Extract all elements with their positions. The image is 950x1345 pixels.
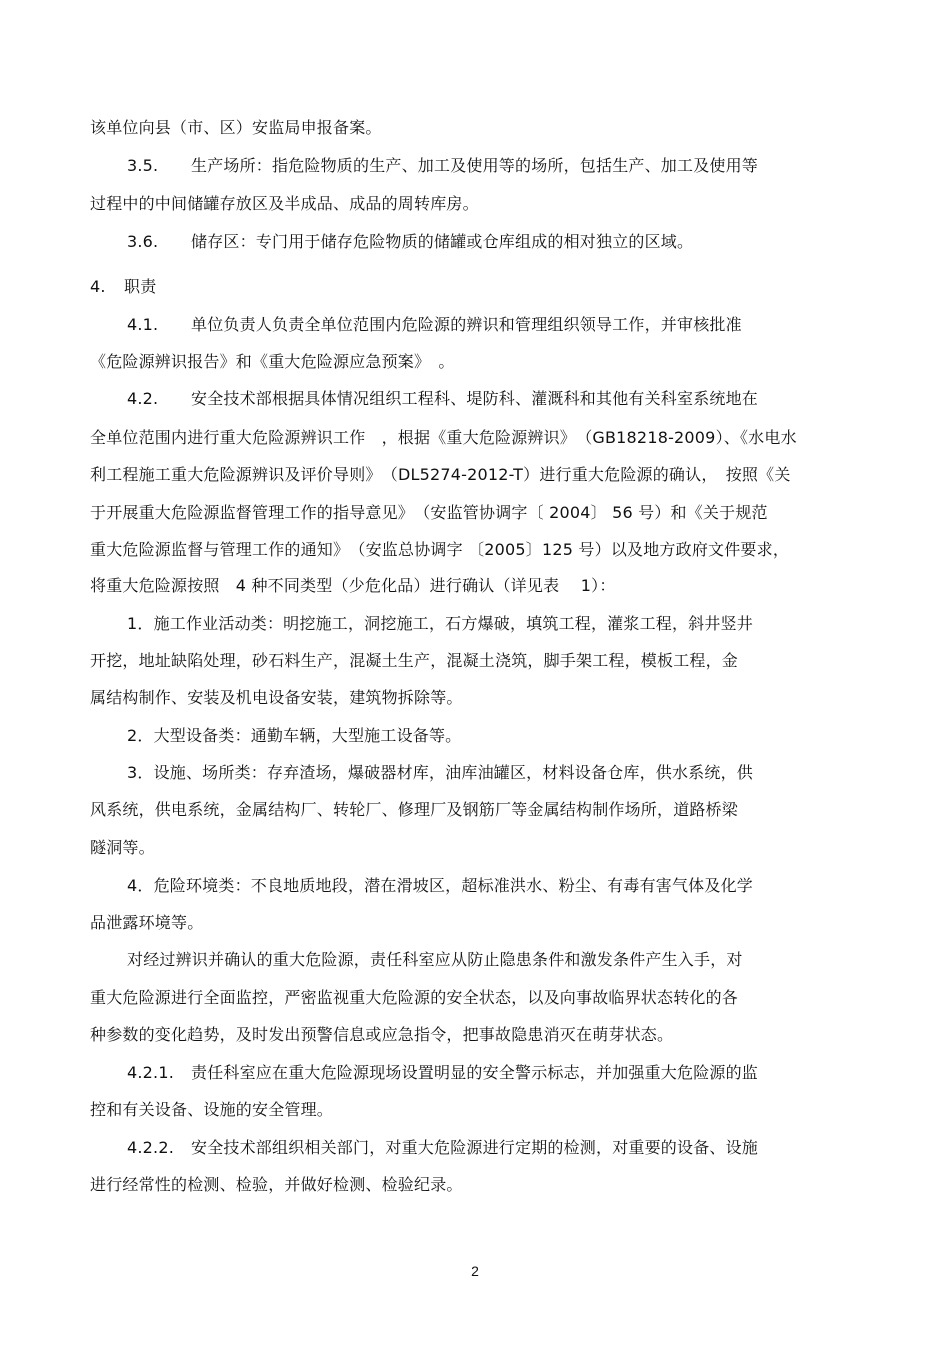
text-line: 隧洞等。 — [90, 838, 155, 857]
section-number: 4.2.2. — [127, 1138, 174, 1157]
section-4-2 — [127, 389, 758, 409]
paragraph-monitoring: 对经过辨识并确认的重大危险源，责任科室应从防止隐患条件和激发条件产生入手，对 — [127, 950, 743, 969]
text-line: 全单位范围内进行重大危险源辨识工作 ，根据《重大危险源辨识》 （GB18218-2009）、《水电水 — [90, 428, 797, 447]
text-line: 开挖，地址缺陷处理，砂石料生产，混凝土生产，混凝土浇筑，脚手架工程，模板工程，金 — [90, 651, 739, 670]
text-line: 利工程施工重大危险源辨识及评价导则》 （DL5274-2012-T）进行重大危险源的确认， 按照《关 — [90, 465, 791, 484]
heading-text: 职责 — [124, 277, 157, 296]
section-number: 4.1. — [127, 315, 159, 334]
text-line: 重大危险源监督与管理工作的通知》 （安监总协调字 〔2005〕125 号）以及地方政府文件要求， — [90, 540, 790, 559]
section-4-1 — [127, 315, 742, 335]
text-line: 安全技术部组织相关部门，对重大危险源进行定期的检测，对重要的设备、设施 — [191, 1138, 759, 1157]
section-4-2-2 — [127, 1138, 758, 1158]
text-line: 重大危险源进行全面监控，严密监视重大危险源的安全状态，以及向事故临界状态转化的各 — [90, 988, 739, 1007]
text-line: 《危险源辨识报告》和《重大危险源应急预案》 。 — [90, 352, 455, 371]
section-heading-4 — [90, 277, 156, 297]
list-item-3: 3．设施、场所类：存弃渣场，爆破器材库，油库油罐区，材料设备仓库，供水系统，供 — [127, 763, 753, 782]
section-number: 4.2. — [127, 389, 159, 408]
text-line: 进行经常性的检测、检验，并做好检测、检验纪录。 — [90, 1175, 463, 1194]
text-line: 品泄露环境等。 — [90, 913, 204, 932]
section-number: 4.2.1. — [127, 1063, 174, 1082]
text-line: 过程中的中间储罐存放区及半成品、成品的周转库房。 — [90, 194, 479, 213]
section-4-2-1 — [127, 1063, 758, 1083]
text-line: 生产场所：指危险物质的生产、加工及使用等的场所，包括生产、加工及使用等 — [191, 156, 759, 175]
list-item-2: 2．大型设备类：通勤车辆，大型施工设备等。 — [127, 726, 462, 745]
text-line: 单位负责人负责全单位范围内危险源的辨识和管理组织领导工作，并审核批准 — [191, 315, 742, 334]
list-item-1: 1．施工作业活动类：明挖施工，洞挖施工，石方爆破，填筑工程，灌浆工程，斜井竖井 — [127, 614, 753, 633]
text-line: 控和有关设备、设施的安全管理。 — [90, 1100, 334, 1119]
text-line: 属结构制作、安装及机电设备安装，建筑物拆除等。 — [90, 688, 463, 707]
text-line: 该单位向县（市、区）安监局申报备案。 — [90, 118, 382, 137]
text-line: 储存区：专门用于储存危险物质的储罐或仓库组成的相对独立的区域。 — [191, 232, 694, 251]
text-line: 风系统，供电系统，金属结构厂、转轮厂、修理厂及钢筋厂等金属结构制作场所，道路桥梁 — [90, 800, 739, 819]
page-number: 2 — [471, 1263, 479, 1279]
section-3-6 — [127, 232, 693, 252]
text-line: 种参数的变化趋势，及时发出预警信息或应急指令，把事故隐患消灭在萌芽状态。 — [90, 1025, 674, 1044]
text-line: 责任科室应在重大危险源现场设置明显的安全警示标志，并加强重大危险源的监 — [191, 1063, 759, 1082]
section-3-5 — [127, 156, 758, 176]
text-line: 于开展重大危险源监督管理工作的指导意见》 （安监管协调字〔 2004〕 56 号）和《关于规范 — [90, 503, 768, 522]
section-number: 4. — [90, 277, 106, 296]
text-line: 安全技术部根据具体情况组织工程科、堤防科、灌溉科和其他有关科室系统地在 — [191, 389, 759, 408]
text-line: 将重大危险源按照 4 种不同类型（少危化品）进行确认（详见表 1）： — [90, 576, 616, 595]
section-number: 3.5. — [127, 156, 159, 175]
section-number: 3.6. — [127, 232, 159, 251]
list-item-4: 4．危险环境类：不良地质地段，潜在滑坡区，超标准洪水、粉尘、有毒有害气体及化学 — [127, 876, 753, 895]
